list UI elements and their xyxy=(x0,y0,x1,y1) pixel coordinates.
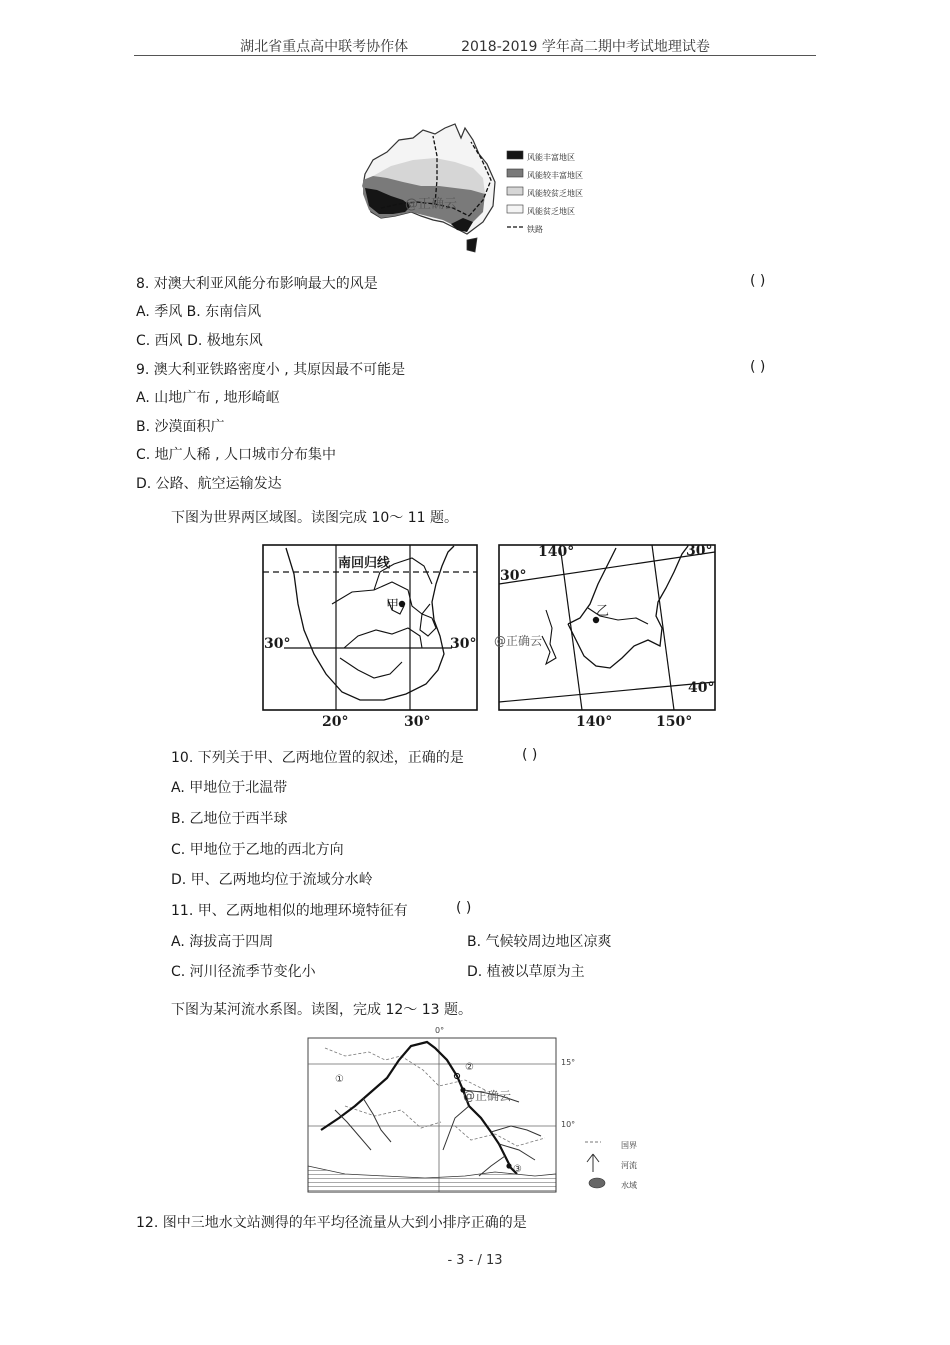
legend-fairly-rich: 风能较丰富地区 xyxy=(527,171,583,180)
q9-option-b: B. 沙漠面积广 xyxy=(136,419,225,435)
right-lat-40: 40° xyxy=(688,680,715,696)
q9-stem: 9. 澳大利亚铁路密度小 , 其原因最不可能是 xyxy=(136,362,406,378)
legend-poor: 风能贫乏地区 xyxy=(527,207,575,216)
q11-answer-paren: ( ) xyxy=(456,900,472,916)
q9-answer-paren: ( ) xyxy=(750,359,766,375)
right-lon-140-bottom: 140° xyxy=(576,714,613,730)
river-map-figure xyxy=(305,1026,650,1196)
header-title: 2018-2019 学年高二期中考试地理试卷 xyxy=(461,39,710,55)
legend-water: 水域 xyxy=(621,1181,637,1190)
q10-option-a: A. 甲地位于北温带 xyxy=(171,780,288,796)
q10-option-d: D. 甲、乙两地均位于流域分水岭 xyxy=(171,872,373,888)
header-rule xyxy=(134,55,816,56)
q10-option-b: B. 乙地位于西半球 xyxy=(171,811,288,827)
left-lat-30-left: 30° xyxy=(264,636,291,652)
q11-option-a: A. 海拔高于四周 xyxy=(171,934,274,950)
q11-option-d: D. 植被以草原为主 xyxy=(467,964,585,980)
q8-answer-paren: ( ) xyxy=(750,273,766,289)
header-school: 湖北省重点高中联考协作体 xyxy=(240,39,409,55)
q8-option-cd: C. 西风 D. 极地东风 xyxy=(136,333,263,349)
right-lat-30-left: 30° xyxy=(500,568,527,584)
tropic-label: 南回归线 xyxy=(338,556,391,571)
region-map-right-svg xyxy=(498,544,716,711)
station-3-label: ③ xyxy=(513,1164,522,1175)
region-watermark: @正确云 xyxy=(494,634,543,648)
australia-watermark: @正确云 xyxy=(405,197,458,212)
river-legend xyxy=(621,1136,637,1196)
q8-option-ab: A. 季风 B. 东南信风 xyxy=(136,304,262,320)
australia-map-figure xyxy=(355,120,605,260)
q11-option-c: C. 河川径流季节变化小 xyxy=(171,964,316,980)
legend-river: 河流 xyxy=(621,1161,637,1170)
q10-option-c: C. 甲地位于乙地的西北方向 xyxy=(171,842,344,858)
australia-legend xyxy=(527,149,583,239)
page-header xyxy=(0,36,950,56)
left-lat-30-right: 30° xyxy=(450,636,477,652)
legend-fairly-poor: 风能较贫乏地区 xyxy=(527,189,583,198)
legend-border: 国界 xyxy=(621,1141,637,1150)
station-1-label: ① xyxy=(335,1074,344,1085)
legend-railway: 铁路 xyxy=(527,225,543,234)
page-number: - 3 - / 13 xyxy=(447,1253,503,1268)
right-lon-150-bottom: 150° xyxy=(656,714,693,730)
point-jia-label: 甲 xyxy=(386,598,400,613)
q11-stem: 11. 甲、乙两地相似的地理环境特征有 xyxy=(171,903,408,919)
right-lat-30-topright: 30° xyxy=(686,543,713,559)
river-lat-15: 15° xyxy=(561,1058,576,1067)
q12-stem: 12. 图中三地水文站测得的年平均径流量从大到小排序正确的是 xyxy=(136,1215,527,1231)
river-map xyxy=(305,1026,650,1196)
q8-stem: 8. 对澳大利亚风能分布影响最大的风是 xyxy=(136,276,378,292)
river-lon-0: 0° xyxy=(435,1026,445,1035)
region-map-left xyxy=(262,544,478,711)
station-2-label: ② xyxy=(465,1062,474,1073)
intro-12-13: 下图为某河流水系图。读图，完成 12～ 13 题。 xyxy=(171,1002,472,1018)
point-yi-label: 乙 xyxy=(596,604,610,619)
q9-option-a: A. 山地广布 , 地形崎岖 xyxy=(136,390,280,406)
q9-option-c: C. 地广人稀 , 人口城市分布集中 xyxy=(136,447,337,463)
intro-10-11: 下图为世界两区域图。读图完成 10～ 11 题。 xyxy=(171,510,458,526)
left-lon-30: 30° xyxy=(404,714,431,730)
right-lon-140-top: 140° xyxy=(538,544,575,560)
q10-stem: 10. 下列关于甲、乙两地位置的叙述，正确的是 xyxy=(171,750,464,766)
region-map-right xyxy=(494,543,716,711)
river-lat-10: 10° xyxy=(561,1120,576,1129)
q10-answer-paren: ( ) xyxy=(522,747,538,763)
q9-option-d: D. 公路、航空运输发达 xyxy=(136,476,282,492)
legend-rich: 风能丰富地区 xyxy=(527,153,575,162)
q11-option-b: B. 气候较周边地区凉爽 xyxy=(467,934,612,950)
river-watermark: @正确云 xyxy=(463,1089,512,1103)
left-lon-20: 20° xyxy=(322,714,349,730)
